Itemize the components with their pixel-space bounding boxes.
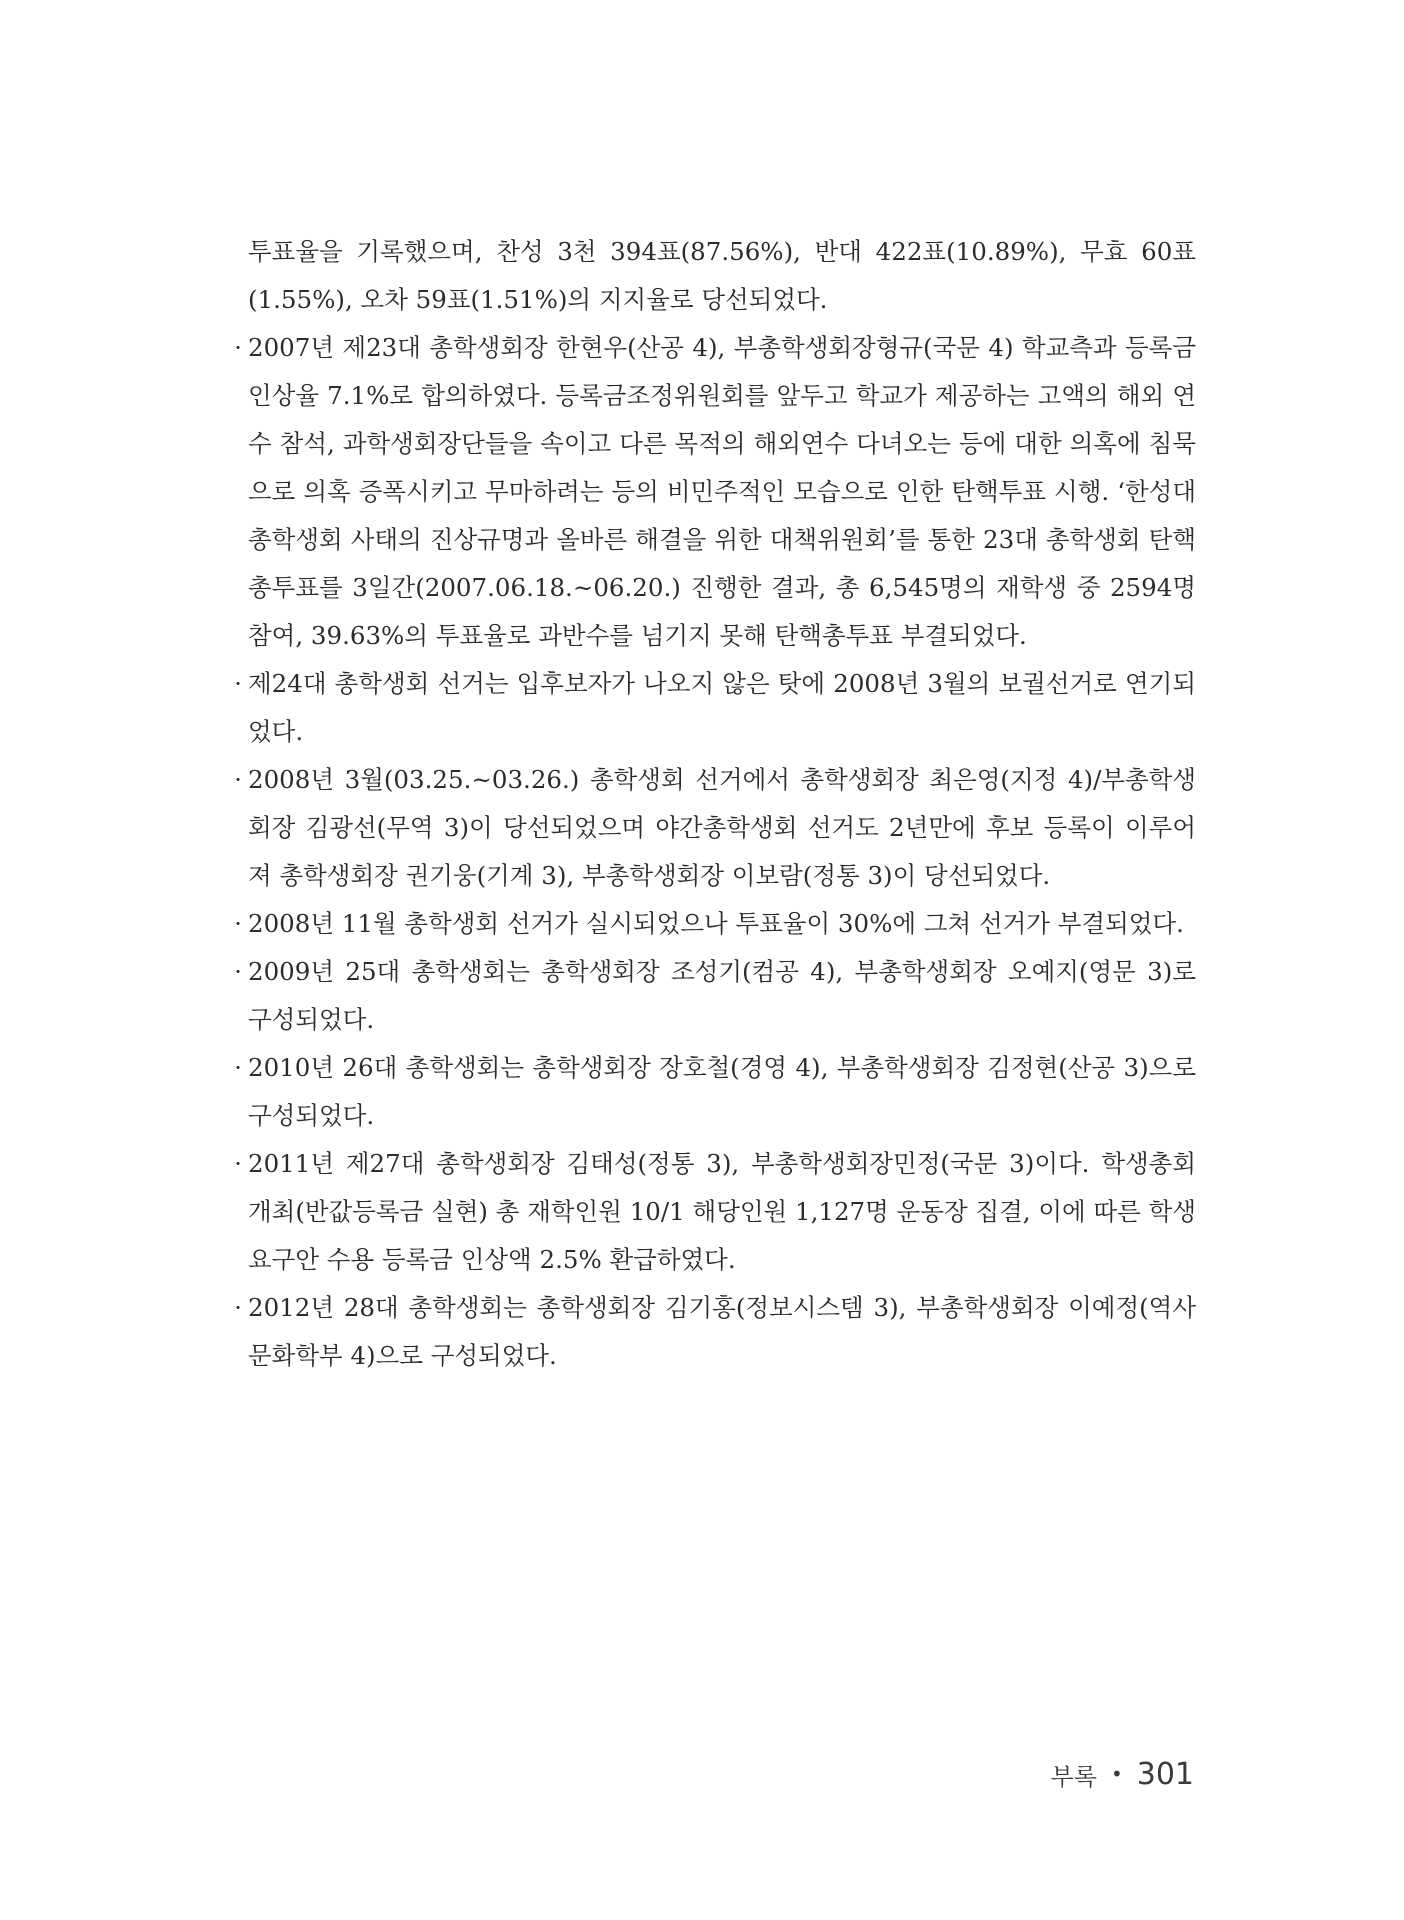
separator-dot: • <box>1110 1762 1123 1786</box>
bullet: · <box>234 765 242 794</box>
bullet: · <box>234 1293 242 1322</box>
list-item <box>234 1140 1196 1284</box>
intro-paragraph: 투표율을 기록했으며, 찬성 3천 394표(87.56%), 반대 422표(10.89%), 무효 60표(1.55%), 오차 59표(1.51%)의 지지율로 당선되었다. <box>248 237 1196 314</box>
list-item-text: 2011년 제27대 총학생회장 김태성(정통 3), 부총학생회장민정(국문 3)이다. 학생총회 개최(반값등록금 실현) 총 재학인원 10/1 해당인원 1,127명 운동장 집결, 이에 따른 학생 요구안 수용 등록금 인상액 2.5% 환급하였다. <box>248 1149 1196 1274</box>
bullet: · <box>234 333 242 362</box>
list-item-text: 2009년 25대 총학생회는 총학생회장 조성기(컴공 4), 부총학생회장 오예지(영문 3)로 구성되었다. <box>248 957 1196 1034</box>
page-number: 301 <box>1136 1756 1194 1792</box>
list-item <box>234 660 1196 756</box>
list-item <box>234 756 1196 900</box>
bullet: · <box>234 909 242 938</box>
list-item-text: 2008년 3월(03.25.~03.26.) 총학생회 선거에서 총학생회장 최은영(지정 4)/부총학생회장 김광선(무역 3)이 당선되었으며 야간총학생회 선거도 2년만에 후보 등록이 이루어져 총학생회장 권기웅(기계 3), 부총학생회장 이보람(정통 3)이 당선되었다. <box>248 765 1196 890</box>
bullet: · <box>234 1053 242 1082</box>
list-item <box>234 948 1196 1044</box>
list-item <box>234 1044 1196 1140</box>
bullet: · <box>234 669 242 698</box>
list-item-text: 2010년 26대 총학생회는 총학생회장 장호철(경영 4), 부총학생회장 김정현(산공 3)으로 구성되었다. <box>248 1053 1196 1130</box>
bullet: · <box>234 957 242 986</box>
list-item <box>234 900 1196 948</box>
page-body <box>234 228 1196 1380</box>
list-item-text: 2007년 제23대 총학생회장 한현우(산공 4), 부총학생회장형규(국문 4) 학교측과 등록금 인상율 7.1%로 합의하였다. 등록금조정위원회를 앞두고 학교가 제공하는 고액의 해외 연수 참석, 과학생회장단들을 속이고 다른 목적의 해외연수 다녀오는 등에 대한 의혹에 침묵으로 의혹 증폭시키고 무마하려는 등의 비민주적인 모습으로 인한 탄핵투표 시행. ‘한성대 총학생회 사태의 진상규명과 올바른 해결을 위한 대책위원회’를 통한 23대 총학생회 탄핵총투표를 3일간(2007.06.18.~06.20.) 진행한 결과, 총 6,545명의 재학생 중 2594명 참여, 39.63%의 투표율로 과반수를 넘기지 못해 탄핵총투표 부결되었다. <box>248 333 1196 650</box>
list-item-text: 제24대 총학생회 선거는 입후보자가 나오지 않은 탓에 2008년 3월의 보궐선거로 연기되었다. <box>248 669 1196 746</box>
list-item-text: 2012년 28대 총학생회는 총학생회장 김기홍(정보시스템 3), 부총학생회장 이예정(역사문화학부 4)으로 구성되었다. <box>248 1293 1196 1370</box>
list-item <box>234 324 1196 660</box>
list-item-text: 2008년 11월 총학생회 선거가 실시되었으나 투표율이 30%에 그쳐 선거가 부결되었다. <box>248 909 1184 938</box>
page-footer <box>1051 1752 1194 1796</box>
section-label: 부록 <box>1050 1762 1097 1791</box>
bullet: · <box>234 1149 242 1178</box>
list-item <box>234 1284 1196 1380</box>
